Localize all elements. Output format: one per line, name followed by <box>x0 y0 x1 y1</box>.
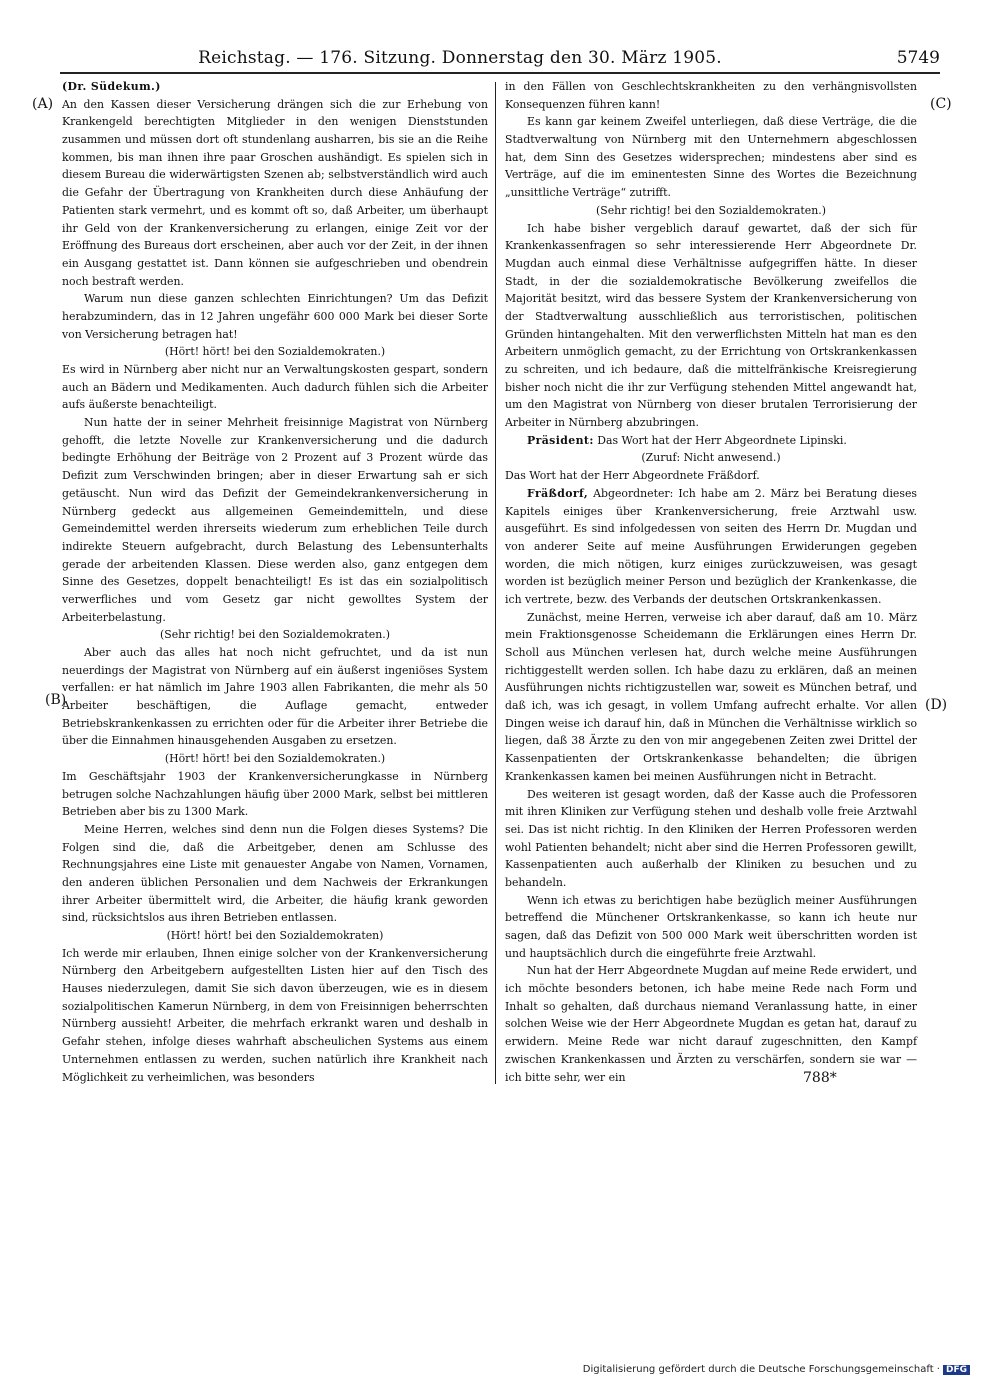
left-column <box>62 78 488 1086</box>
paragraph: Wenn ich etwas zu berichtigen habe bezüglich meiner Ausführungen betreffend die Münchener Ortskrankenkasse, so kann ich heute nur sagen, daß das Defizit von 500 000 Mark weit überschritten worden ist und hauptsächlich durch die eingeführte freie Arztwahl. <box>505 893 917 960</box>
speaker-name: Präsident: <box>527 433 594 447</box>
paragraph: Ich werde mir erlauben, Ihnen einige solcher von der Krankenversicherung Nürnberg den Arbeitgebern aufgestellten Listen hier auf den Tisch des Hauses niederzulegen, damit Sie sich davon überzeugen, wie es in diesem sozialpolitischen Kamerun Nürnberg, in dem von Freisinnigen beherrschten Nürnberg aussieht! Arbeiter, die mehrfach erkrankt waren und deshalb in Gefahr stehen, infolge dieses wahrhaft abscheulichen Systems aus einem Unternehmen entlassen zu werden, suchen natürlich ihre Krankheit nach Möglichkeit zu verheimlichen, was besonders <box>62 946 488 1084</box>
interjection: (Hört! hört! bei den Sozialdemokraten.) <box>164 345 386 359</box>
dfg-logo: DFG <box>943 1365 970 1375</box>
paragraph: Das Wort hat der Herr Abgeordnete Fräßdorf. <box>505 469 760 483</box>
paragraph: Des weiteren ist gesagt worden, daß der Kasse auch die Professoren mit ihren Kliniken zur Verfügung stehen und deshalb volle freie Arztwahl sei. Das ist nicht richtig. In den Kliniken der Herren Professoren werden wohl Patienten behandelt; nicht aber sind die Herren Professoren gewillt, Kassenpatienten auch außerhalb der Kliniken zu besuchen und zu behandeln. <box>505 787 917 889</box>
speaker-label: (Dr. Südekum.) <box>62 80 161 93</box>
paragraph: Aber auch das alles hat noch nicht gefruchtet, und da ist nun neuerdings der Magistrat von Nürnberg auf ein äußerst ingeniöses System verfallen: er hat nämlich im Jahre 1903 allen Fabrikanten, die mehr als 50 Arbeiter beschäftigen, die Auflage gemacht, entweder Betriebskrankenkassen zu errichten oder für die Arbeiter ihrer Betriebe die über die Einnahmen hinausgehenden Ausgaben zu ersetzen. <box>62 646 488 748</box>
paragraph: Im Geschäftsjahr 1903 der Krankenversicherungkasse in Nürnberg betrugen solche Nachzahlungen häufig über 2000 Mark, selbst bei mittleren Betrieben aber bis zu 1300 Mark. <box>62 769 488 819</box>
running-title: Reichstag. — 176. Sitzung. Donnerstag den 30. März 1905. <box>198 48 722 68</box>
paragraph: in den Fällen von Geschlechtskrankheiten zu den verhängnisvollsten Konsequenzen führen kann! <box>505 80 917 111</box>
signature-mark: 788* <box>803 1070 837 1086</box>
paragraph: Es kann gar keinem Zweifel unterliegen, daß diese Verträge, die die Stadtverwaltung von Nürnberg mit den Unternehmern abgeschlossen hat, dem Sinn des Gesetzes widersprechen; mindestens aber sind es Verträge, auf die im eminentesten Sinne des Wortes die Bezeichnung „unsittliche Verträge“ zutrifft. <box>505 115 917 200</box>
interjection: (Hört! hört! bei den Sozialdemokraten.) <box>164 752 386 766</box>
margin-marker-c: (C) <box>930 96 952 112</box>
paragraph: Nun hatte der in seiner Mehrheit freisinnige Magistrat von Nürnberg gehofft, die letzte Novelle zur Krankenversicherung und die dadurch bedingte Erhöhung der Beiträge von 2 Prozent auf 3 Prozent würde das Defizit zum Verschwinden bringen; aber in dieser Erwartung sah er sich getäuscht. Nun wird das Defizit der Gemeindekrankenversicherung in Nürnberg gedeckt aus allgemeinen Gemeindemitteln, und diese Gemeindemittel werden ihrerseits wiederum zum erheblichen Teile durch indirekte Steuern aufgebracht, durch Belastung des Lebensunterhalts gerade der arbeitenden Klassen. Diese werden also, ganz entgegen dem Sinne des Gesetzes, doppelt benachteiligt! Es ist das ein sozialpolitisch verwerfliches und vom Gesetz gar nicht gewolltes System der Arbeiterbelastung. <box>62 416 488 624</box>
speaker-name: Fräßdorf, <box>527 486 589 500</box>
footer-credit <box>583 1364 970 1375</box>
paragraph: An den Kassen dieser Versicherung drängen sich die zur Erhebung von Krankengeld berechtigten Mitglieder in den wenigen Dienststunden zusammen und müssen dort oft stundenlang ausharren, bis sie an die Reihe kommen, bis man ihnen ihre paar Groschen aushändigt. Es spielen sich in diesem Bureau die widerwärtigsten Szenen ab; selbstverständlich wird auch die Gefahr der Übertragung von Krankheiten durch diese Anhäufung der Patienten stark vermehrt, und es kommt oft so, daß Arbeiter, um überhaupt ihr Geld von der Krankenversicherung zu erlangen, einige Zeit vor der Eröffnung des Bureaus dort erscheinen, aber auch vor der Zeit, in der ihnen ein Ausgang gestattet ist. Dann können sie aufgeschrieben und obendrein noch bestraft werden. <box>62 97 488 288</box>
paragraph: Zunächst, meine Herren, verweise ich aber darauf, daß am 10. März mein Fraktionsgenosse Scheidemann die Erklärungen eines Herrn Dr. Scholl aus München verlesen hat, durch welche meine Ausführungen richtiggestellt werden sollen. Ich habe dazu zu erklären, daß an meinen Ausführungen nichts richtigzustellen war, soweit es München betraf, und daß ich, was ich gesagt, in vollem Umfang aufrecht erhalte. Vor allen Dingen weise ich darauf hin, daß in München die Verhältnisse wirklich so liegen, daß 38 Ärzte zu den von mir angegebenen Zeiten zwei Drittel der Kassenpatienten der Ortskrankenkasse behandelten; die übrigen Krankenkassen kamen bei meinen Ausführungen nicht in Betracht. <box>505 610 917 783</box>
header-rule <box>60 72 940 74</box>
paragraph: Ich habe bisher vergeblich darauf gewartet, daß der sich für Krankenkassenfragen so sehr interessierende Herr Abgeordnete Dr. Mugdan auch einmal diese Verhältnisse aufgegriffen hätte. In dieser Stadt, in der die sozialdemokratische Bevölkerung zweifellos die Majorität besitzt, wird das bessere System der Krankenversicherung von der Stadtverwaltung ausschließlich aus terroristischen, politischen Gründen hintangehalten. Mit den verwerflichsten Mitteln hat man es den Arbeitern unmöglich gemacht, zu der Errichtung von Ortskrankenkassen zu schreiten, und ich bedaure, daß die mittelfränkische Kreisregierung bisher noch nicht die ihr zur Verfügung stehenden Mittel angewandt hat, um den Magistrat von Nürnberg von dieser brutalen Terrorisierung der Arbeiter in Nürnberg abzubringen. <box>505 221 917 430</box>
margin-marker-b: (B) <box>45 692 67 708</box>
margin-marker-a: (A) <box>32 96 54 112</box>
column-divider <box>495 82 496 1084</box>
interjection: (Sehr richtig! bei den Sozialdemokraten.) <box>160 628 390 642</box>
margin-marker-d: (D) <box>925 697 948 713</box>
right-column <box>505 78 917 1086</box>
paragraph: Es wird in Nürnberg aber nicht nur an Verwaltungskosten gespart, sondern auch an Bädern und Medikamenten. Auch dadurch fühlen sich die Arbeiter aufs äußerste benachteiligt. <box>62 363 488 412</box>
paragraph: Nun hat der Herr Abgeordnete Mugdan auf meine Rede erwidert, und ich möchte besonders betonen, ich habe meine Rede nach Form und Inhalt so gehalten, daß durchaus niemand Veranlassung hatte, in einer solchen Weise wie der Herr Abgeordnete Mugdan es getan hat, darauf zu erwidern. Meine Rede war nicht darauf zugeschnitten, den Kampf zwischen Krankenkassen und Ärzten zu verschärfen, sondern sie war — ich bitte sehr, wer ein <box>505 964 917 1084</box>
interjection: (Hört! hört! bei den Sozialdemokraten) <box>166 929 384 942</box>
page-number: 5749 <box>896 48 940 68</box>
paragraph <box>505 432 917 450</box>
speech-text: Abgeordneter: Ich habe am 2. März bei Beratung dieses Kapitels einiges über Krankenversicherung, freie Arztwahl usw. ausgeführt. Es sind infolgedessen von seiten des Herrn Dr. Mugdan und von anderer Seite auf meine Ausführungen Erwiderungen gegeben worden, die mich nötigen, kurz einiges zurückzuweisen, was gesagt worden ist bezüglich meiner Person und bezüglich der Krankenkasse, die ich vertrete, bezw. des Verbands der deutschen Ortskrankenkassen. <box>505 486 917 606</box>
interjection: (Sehr richtig! bei den Sozialdemokraten.) <box>596 203 826 217</box>
speech-text: Das Wort hat der Herr Abgeordnete Lipinski. <box>593 433 847 447</box>
interjection: (Zuruf: Nicht anwesend.) <box>641 451 781 465</box>
paragraph <box>505 485 917 609</box>
page-header <box>60 46 940 72</box>
footer-text: Digitalisierung gefördert durch die Deutsche Forschungsgemeinschaft · <box>582 1364 940 1375</box>
paragraph: Meine Herren, welches sind denn nun die Folgen dieses Systems? Die Folgen sind die, daß die Arbeitgeber, denen am Schlusse des Rechnungsjahres eine Liste mit genauester Angabe von Namen, Vornamen, den anderen üblichen Personalien und dem Nachweis der Erkrankungen ihrer Arbeiter übermittelt wird, die Arbeiter, die häufig krank geworden sind, rücksichtslos aus ihren Betrieben entlassen. <box>62 822 488 925</box>
paragraph: Warum nun diese ganzen schlechten Einrichtungen? Um das Defizit herabzumindern, das in 12 Jahren ungefähr 600 000 Mark bei dieser Sorte von Versicherung betragen hat! <box>62 292 488 341</box>
